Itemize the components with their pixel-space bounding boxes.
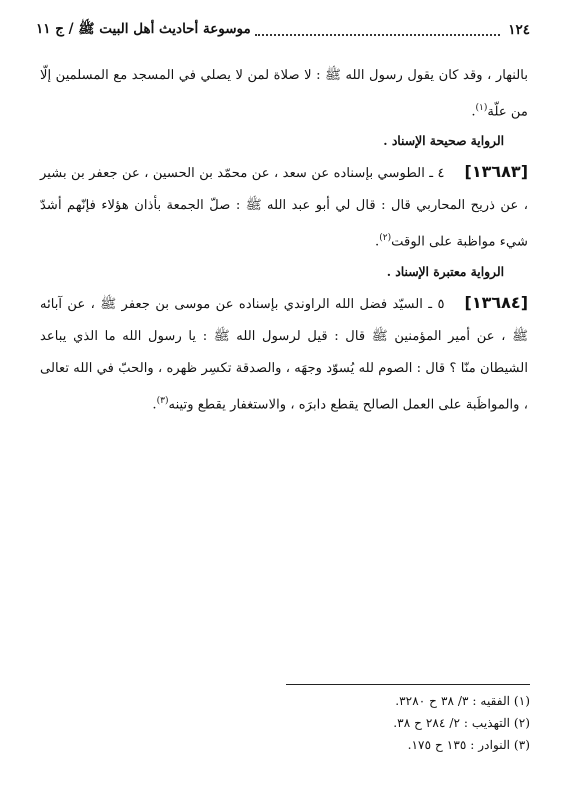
- header-dot-leader: [255, 24, 500, 36]
- hadith-continuation: بالنهار ، وقد كان يقول رسول الله ﷺ : لا صلاة لمن لا يصلي في المسجد مع المسلمين إلّا من علّة$^{(١)}$.: [40, 68, 528, 120]
- page-number: ١٢٤: [508, 22, 530, 38]
- footnote: (٢) التهذيب : ٢/ ٢٨٤ ح ٣٨.: [393, 716, 530, 730]
- chain-grade-note: الرواية معتبرة الإسناد .: [386, 263, 504, 279]
- hadith-number: [١٣٦٨٤]: [464, 292, 528, 312]
- footnotes: [36, 690, 530, 756]
- footnote: (١) الفقيه : ٣/ ٣٨ ح ٣٢٨٠.: [395, 694, 530, 708]
- running-header: [36, 18, 530, 42]
- footnote-divider: [286, 684, 530, 685]
- main-text: [40, 60, 528, 421]
- footnote-ref: (١): [475, 103, 488, 113]
- header-title: موسوعة أحاديث أهل البيت ﷺ / ج ١١: [36, 21, 251, 37]
- hadith-entry: [١٣٦٨٤]٥ ـ السيّد فضل الله الراوندي بإسناده عن موسى بن جعفر ﷺ ، عن آبائه ﷺ ، عن أمير المؤمنين ﷺ قال : قيل لرسول الله ﷺ : يا رسول الله ما الذي يباعد الشيطان منّا ؟ قال : الصوم لله يُسوّد وجهَه ، والصدقة تكسِر ظهره ، والحبّ في الله تعالى ، والمواظَبة على العمل الصالح يقطع دابرَه ، والاستغفار يقطع وتينه$^{(٣)}$.: [40, 292, 528, 413]
- header-volume: / ج ١١: [36, 21, 74, 37]
- chain-grade-note: الرواية صحيحة الإسناد .: [383, 133, 504, 149]
- footnote: (٣) النوادر : ١٣٥ ح ١٧٥.: [407, 738, 530, 752]
- hadith-entry: [١٣٦٨٣]٤ ـ الطوسي بإسناده عن سعد ، عن محمّد بن الحسين ، عن جعفر بن بشير ، عن ذريح المحاربي قال : قال لي أبو عبد الله ﷺ : صلّ الجمعة بأذان هؤلاء فإنّهم أشدّ شيء مواظبة على الوقت$^{(٢)}$.: [40, 162, 528, 250]
- footnote-ref: (٣): [156, 395, 169, 406]
- footnote-ref: (٢): [379, 233, 392, 244]
- salutation-glyph: ﷺ: [73, 21, 100, 37]
- hadith-number: [١٣٦٨٣]: [464, 162, 528, 182]
